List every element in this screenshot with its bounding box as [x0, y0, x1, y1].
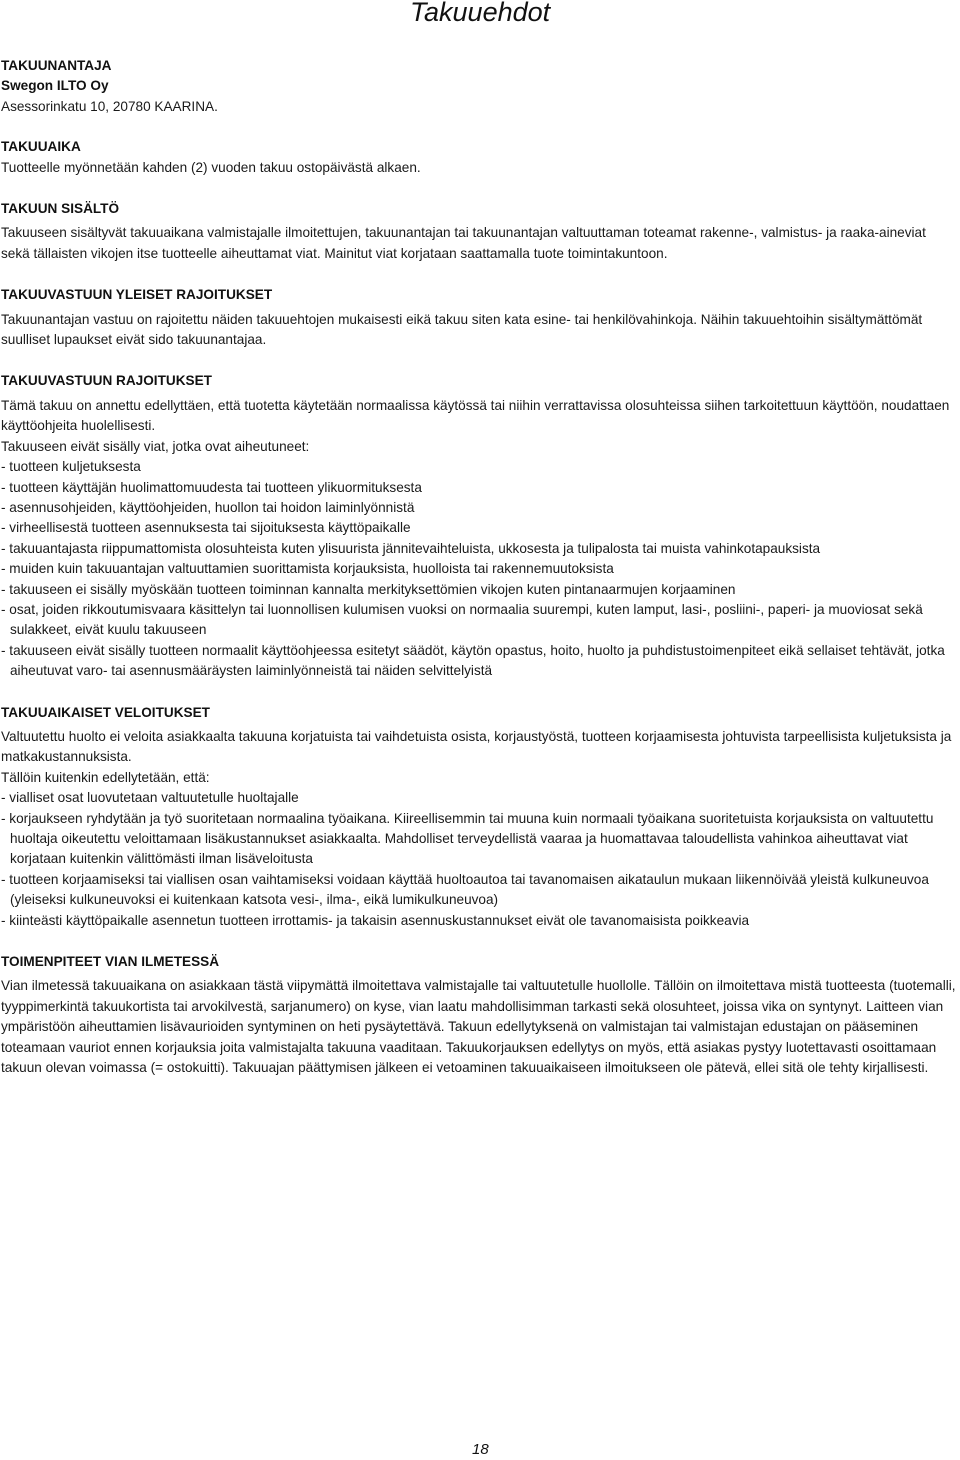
section-heading: TAKUUN SISÄLTÖ [1, 201, 120, 217]
section-takuun-sisalto [1, 199, 957, 264]
list-item: - takuuseen eivät sisälly tuotteen normaalit käyttöohjeessa esitetyt säädöt, käytön opastus, hoito, huolto ja puhdistustoimenpiteet eikä sellaiset tehtävät, jotka aiheutuvat varo- tai asennusmääräysten laiminlyönneistä tai näiden selvittelyistä [1, 642, 945, 679]
list-item: - kiinteästi käyttöpaikalle asennetun tuotteen irrottamis- ja takaisin asennuskustannukset eivät ole tavanomaisista poikkeavia [1, 912, 750, 928]
list-item: - osat, joiden rikkoutumisvaara käsittelyn tai luonnollisen kulumisen vuoksi on normaalia suurempi, kuten lamput, lasi-, posliini-, paperi- ja muoviosat sekä sulakkeet, eivät kuulu takuuseen [1, 601, 923, 638]
section-intro: Valtuutettu huolto ei veloita asiakkaalta takuuna korjatuista tai vaihdetuista osista, korjaustyöstä, tuotteen korjaamisesta johtuvista tarpeellisista kuljetuksista ja matkakustannuksista. [1, 728, 952, 765]
section-text: Takuuseen sisältyvät takuuaikana valmistajalle ilmoitettujen, takuunantajan tai takuunantajan valtuuttaman toteamat rakenne-, valmistus- ja raaka-aineviat sekä tällaisten vikojen itse tuotteelle aiheuttamat viat. Mainitut viat korjataan saattamalla tuote toimintakuntoon. [1, 225, 926, 261]
list-item: - asennusohjeiden, käyttöohjeiden, huollon tai hoidon laiminlyönnistä [1, 499, 415, 515]
list-item: - muiden kuin takuuantajan valtuuttamien suorittamista korjauksista, huolloista tai rakennemuutoksista [1, 561, 614, 577]
section-heading: TAKUUAIKA [1, 139, 81, 155]
list-item: - takuuseen ei sisälly myöskään tuotteen toiminnan kannalta merkityksettömien vikojen kuten pintanaarmujen korjaaminen [1, 581, 736, 597]
section-text: Tuotteelle myönnetään kahden (2) vuoden takuu ostopäivästä alkaen. [1, 159, 421, 175]
section-takuuaika [1, 137, 957, 178]
page-number: 18 [472, 1441, 489, 1458]
list-item: - tuotteen korjaamiseksi tai viallisen osan vaihtamiseksi voidaan käyttää huoltoautoa tai tavanomaisen aikataulun mukaan liikennöivää yleistä kulkuneuvoa (yleiseksi kulkuneuvoksi ei kuitenkaan katsota vesi-, ilma-, eikä lumikulkuneuvoa) [1, 871, 929, 908]
section-intro: Tämä takuu on annettu edellyttäen, että tuotetta käytetään normaalissa käytössä tai niihin verrattavissa olosuhteissa siihen tarkoitettuun käyttöön, noudattaen käyttöohjeita huolellisesti. [1, 397, 950, 434]
list-item: - takuuantajasta riippumattomista olosuhteista kuten ylisuurista jännitevaihteluista, ukkosesta ja tulipalosta tai muista vahinkotapauksista [1, 540, 821, 556]
list-item: - vialliset osat luovutetaan valtuutetulle huoltajalle [1, 790, 299, 806]
section-yleiset-rajoitukset [1, 285, 957, 350]
section-rajoitukset [1, 371, 957, 681]
section-heading: TAKUUNANTAJA [1, 58, 112, 73]
section-heading: TAKUUVASTUUN RAJOITUKSET [1, 373, 212, 389]
section-heading: TOIMENPITEET VIAN ILMETESSÄ [1, 954, 220, 970]
section-heading: TAKUUVASTUUN YLEISET RAJOITUKSET [1, 287, 273, 303]
list-item: - tuotteen kuljetuksesta [1, 459, 141, 475]
section-text: Takuunantajan vastuu on rajoitettu näiden takuuehtojen mukaisesti eikä takuu siten kata esine- tai henkilövahinkoja. Näihin takuuehtoihin sisältymättömät suulliset lupaukset eivät sido takuunantajaa. [1, 311, 923, 348]
section-lead: Takuuseen eivät sisälly viat, jotka ovat aiheutuneet: [1, 438, 310, 454]
section-takuunantaja [1, 56, 957, 117]
document-content [1, 56, 957, 1099]
section-veloitukset [1, 703, 957, 931]
list-item: - tuotteen käyttäjän huolimattomuudesta tai tuotteen ylikuormituksesta [1, 479, 422, 495]
section-text: Vian ilmetessä takuuaikana on asiakkaan tästä viipymättä ilmoitettava valmistajalle tai valtuutetulle huollolle. Tällöin on ilmoitettava mistä tuotteesta (tuotemalli, tyyppimerkintä takuukortista tai arvokilvestä, sarjanumero) on kyse, vian laatu mahdollisimman tarkasti sekä olosuhteet, joissa vika on syntynyt. Laitteen vian ympäristöön aiheuttamien lisävaurioiden syntyminen on heti pysäytettävä. Takuun edellytyksenä on valmistajan tai valmistajan edustajan on pääseminen toteamaan vauriot ennen korjauksia joita valmistajalta takuuna vaaditaan. Takuukorjauksen edellytys on myös, että asiakas pystyy luotettavasti osoittamaan takuun olevan voimassa (= ostokuitti). Takuuajan päättymisen jälkeen ei vetoaminen takuuaikaiseen ilmoitukseen ole pätevä, ellei sitä ole tehty kirjallisesti. [1, 978, 956, 1076]
list-item: - korjaukseen ryhdytään ja työ suoritetaan normaalina työaikana. Kiireellisemmin tai muuna kuin normaali työaikana suoritetuista korjauksista on valtuutettu huoltaja oikeutettu veloittamaan lisäkustannukset asiakkaalta. Mahdolliset terveydellistä vaaraa ja huomattavaa taloudellista vahinkoa aiheuttavat viat korjataan kuitenkin välittömästi ilman lisäveloitusta [1, 810, 934, 867]
company-name: Swegon ILTO Oy [1, 78, 109, 94]
section-heading: TAKUUAIKAISET VELOITUKSET [1, 704, 210, 720]
list-item: - virheellisestä tuotteen asennuksesta tai sijoituksesta käyttöpaikalle [1, 520, 411, 536]
section-lead: Tällöin kuitenkin edellytetään, että: [1, 769, 210, 785]
page-title: Takuuehdot [410, 0, 551, 27]
section-toimenpiteet [1, 952, 957, 1078]
company-address: Asessorinkatu 10, 20780 KAARINA. [1, 98, 218, 114]
